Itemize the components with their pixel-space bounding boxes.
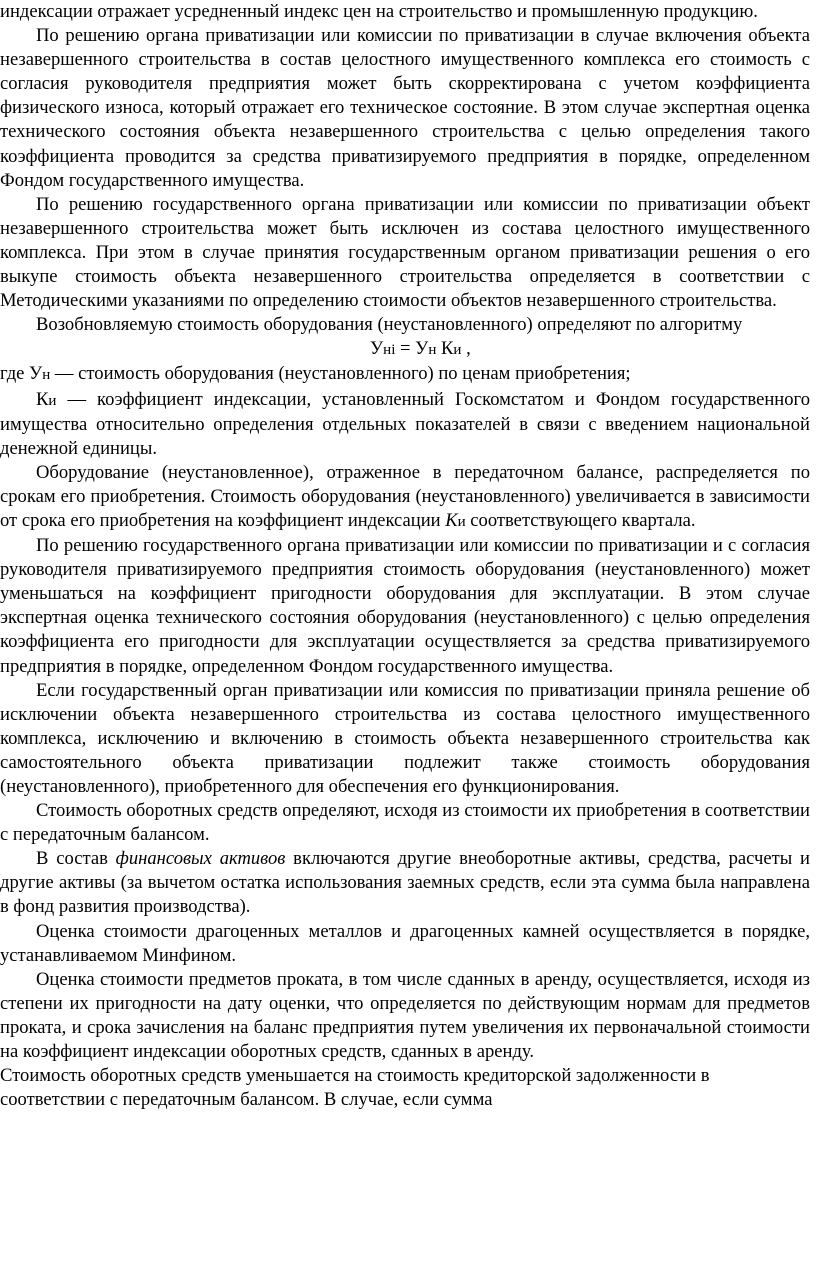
formula-renewable-cost (0, 337, 810, 362)
paragraph-rental-items (0, 968, 810, 1064)
text: соответствующего квартала. (465, 509, 696, 531)
text: — коэффициент индексации, установленный Госкомстатом и Фондом государственного имущества относительно определения отдельных показателей в связи с введением национальной денежной единицы. (0, 388, 810, 459)
subscript: и (48, 392, 57, 409)
text: Оценка стоимости предметов проката, в том числе сданных в аренду, осуществляется, исходя из степени их пригодности на дату оценки, что определяется по действующим нормам для предметов проката, и срока зачисления на баланс предприятия путем увеличения их первоначальной стоимости на коэффициент индексации оборотных средств, сданных в аренду. (0, 968, 810, 1063)
paragraph-renewable-cost-intro (0, 313, 810, 337)
text: По решению государственного органа приватизации или комиссии по приватизации и с согласия руководителя приватизируемого предприятия стоимость оборудования (неустановленного) может уменьшаться на коэффициент пригодности оборудования для эксплуатации. В этом случае экспертная оценка технического состояния оборудования (неустановленного) с целью определения коэффициента его пригодности для эксплуатации осуществляется за средства приватизируемого предприятия в порядке, определенном Фондом государственного имущества. (0, 535, 810, 677)
text: Если государственный орган приватизации или комиссия по приватизации приняла решение об исключении объекта незавершенного строительства из состава целостного имущественного комплекса, исключению и включению в стоимость объекта незавершенного строительства как самостоятельного объекта приватизации подлежит также стоимость оборудования (неустановленного), приобретенного для обеспечения его функционирования. (0, 679, 810, 797)
formula-lhs-subscript: нi (383, 342, 396, 359)
italic-term: финансовых активов (115, 848, 286, 870)
text: В состав (36, 848, 116, 870)
text: включаются другие внеоборотные активы, средства, расчеты и другие активы (за вычетом остатка использования заемных средств, если эта сумма была направлена в фонд развития производства). (0, 848, 810, 918)
italic-k: К (445, 509, 458, 531)
paragraph-equipment-distribution (0, 461, 810, 534)
text: Возобновляемую стоимость оборудования (неустановленного) определяют по алгоритму (36, 314, 743, 336)
paragraph-indexation-tail (0, 0, 810, 24)
paragraph-where-ki (0, 388, 810, 461)
paragraph-working-capital (0, 799, 810, 847)
text: Оценка стоимости драгоценных металлов и драгоценных камней осуществляется в порядке, устанавливаемом Минфином. (0, 920, 810, 966)
paragraph-precious-metals (0, 920, 810, 968)
formula-lhs: У (370, 338, 384, 360)
text: — стоимость оборудования (неустановленного) по ценам приобретения; (50, 363, 631, 385)
formula-k: К (436, 338, 454, 360)
subscript: н (42, 367, 51, 384)
text: Оборудование (неустановленное), отраженное в передаточном балансе, распределяется по срокам его приобретения. Стоимость оборудования (неустановленного) увеличивается в зависимости от срока его приобретения на коэффициент индексации (0, 461, 810, 531)
text: индексации отражает усредненный индекс цен на строительство и промышленную продукцию. (0, 1, 758, 22)
formula-k-subscript: и (453, 342, 462, 359)
paragraph-where-un (0, 362, 810, 387)
text: По решению государственного органа приватизации или комиссии по приватизации объект незавершенного строительства может быть исключен из состава целостного имущественного комплекса. При этом в случае принятия государственным органом приватизации решения о его выкупе стоимость объекта незавершенного строительства определяется в соответствии с Методическими указаниями по определению стоимости объектов незавершенного строительства. (0, 193, 810, 312)
formula-tail: , (461, 338, 471, 360)
text: где У (0, 363, 43, 385)
text: К (36, 388, 49, 410)
paragraph-exclusion-from-complex (0, 193, 810, 313)
text: Стоимость оборотных средств уменьшается на стоимость кредиторской задолженности в соответствии с передаточным балансом. В случае, если сумма (0, 1065, 710, 1111)
paragraph-exclusion-equipment (0, 679, 810, 799)
subscript: и (457, 513, 466, 530)
paragraph-accounts-payable (0, 1064, 810, 1112)
paragraph-equipment-suitability (0, 534, 810, 679)
text: Стоимость оборотных средств определяют, исходя из стоимости их приобретения в соответствии с передаточным балансом. (0, 800, 810, 846)
text: По решению органа приватизации или комиссии по приватизации в случае включения объекта незавершенного строительства в состав целостного имущественного комплекса его стоимость с согласия руководителя предприятия может быть скорректирована с учетом коэффициента физического износа, который отражает его техническое состояние. В этом случае экспертная оценка технического состояния объекта незавершенного строительства с целью определения такого коэффициента проводится за средства приватизируемого предприятия в порядке, определенном Фондом государственного имущества. (0, 25, 810, 191)
paragraph-financial-assets (0, 847, 810, 919)
formula-rhs-subscript: н (428, 342, 437, 359)
paragraph-unfinished-construction-wear (0, 24, 810, 193)
formula-equals: = У (395, 338, 429, 360)
